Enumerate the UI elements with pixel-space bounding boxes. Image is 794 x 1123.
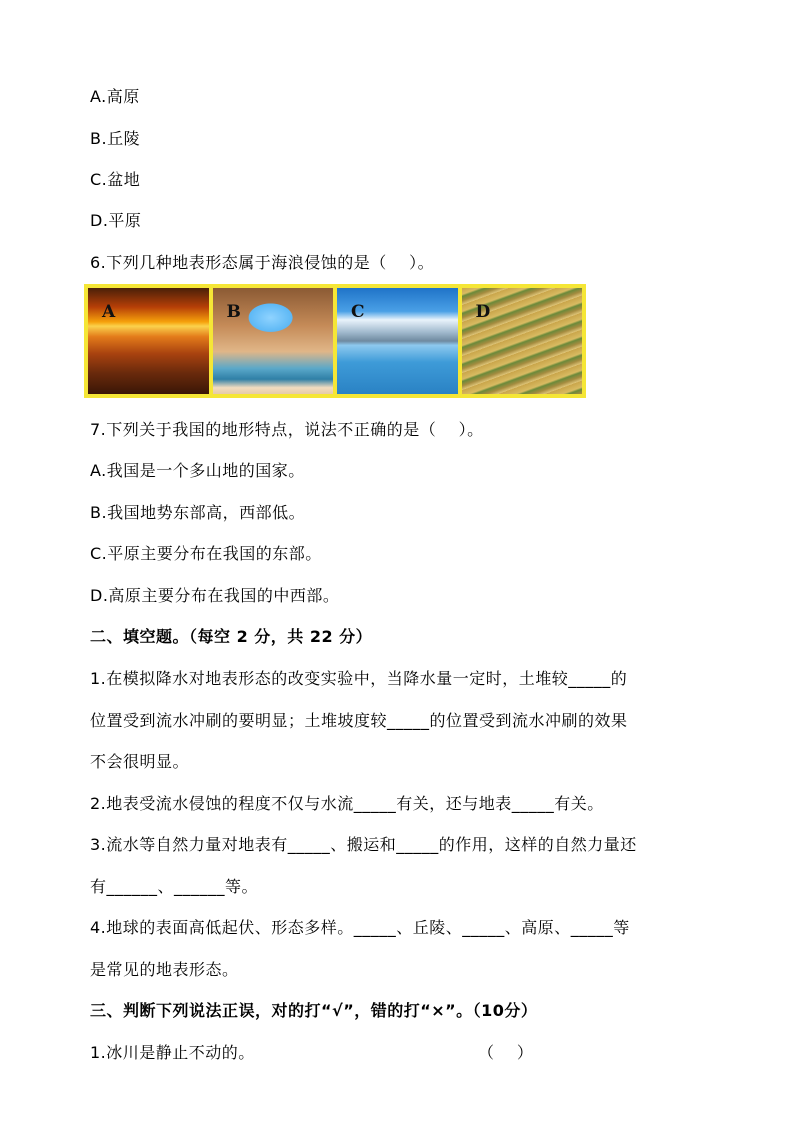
q5-option-c: C.盆地 [90,170,141,189]
q6-stem: 6.下列几种地表形态属于海浪侵蚀的是（ ）。 [90,253,435,272]
q5-option-a: A.高原 [90,87,140,106]
q7-option-d: D.高原主要分布在我国的中西部。 [90,586,340,605]
section2-heading: 二、填空题。（每空 2 分，共 22 分） [90,627,373,646]
photo-b-sea-cave [213,288,334,394]
q7-option-a: A.我国是一个多山地的国家。 [90,461,305,480]
fill-q1-line2: 位置受到流水冲刷的要明显；土堆坡度较_____的位置受到流水冲刷的效果 [90,711,628,730]
fill-q1-line3: 不会很明显。 [90,752,190,771]
q7-option-b: B.我国地势东部高，西部低。 [90,503,306,522]
q7-option-c: C.平原主要分布在我国的东部。 [90,544,322,563]
photo-c-label: C [351,302,365,322]
q5-option-b: B.丘陵 [90,129,141,148]
section3-heading: 三、判断下列说法正误，对的打“√”，错的打“×”。（10分） [90,1001,538,1020]
fill-q3-line2: 有______、______等。 [90,877,259,896]
q7-stem: 7.下列关于我国的地形特点，说法不正确的是（ ）。 [90,420,484,439]
fill-q1-line1: 1.在模拟降水对地表形态的改变实验中，当降水量一定时，土堆较_____的 [90,669,628,688]
photo-a-label: A [102,302,116,322]
photo-c-glacier-lake [337,288,458,394]
fill-q4-line1: 4.地球的表面高低起伏、形态多样。_____、丘陵、_____、高原、_____等 [90,918,630,937]
photo-d-label: D [475,302,491,322]
photo-d-terraces [462,288,583,394]
photo-a-desert-sunset [88,288,209,394]
judge-q1-answer-paren: （ ） [478,1043,534,1062]
photo-b-label: B [226,302,241,322]
fill-q4-line2: 是常见的地表形态。 [90,960,239,979]
judge-q1: 1.冰川是静止不动的。 [90,1043,255,1062]
fill-q3-line1: 3.流水等自然力量对地表有_____、搬运和_____的作用，这样的自然力量还 [90,835,637,854]
q5-option-d: D.平原 [90,211,142,230]
fill-q2: 2.地表受流水侵蚀的程度不仅与水流_____有关，还与地表_____有关。 [90,794,604,813]
q6-photo-strip [84,284,586,398]
